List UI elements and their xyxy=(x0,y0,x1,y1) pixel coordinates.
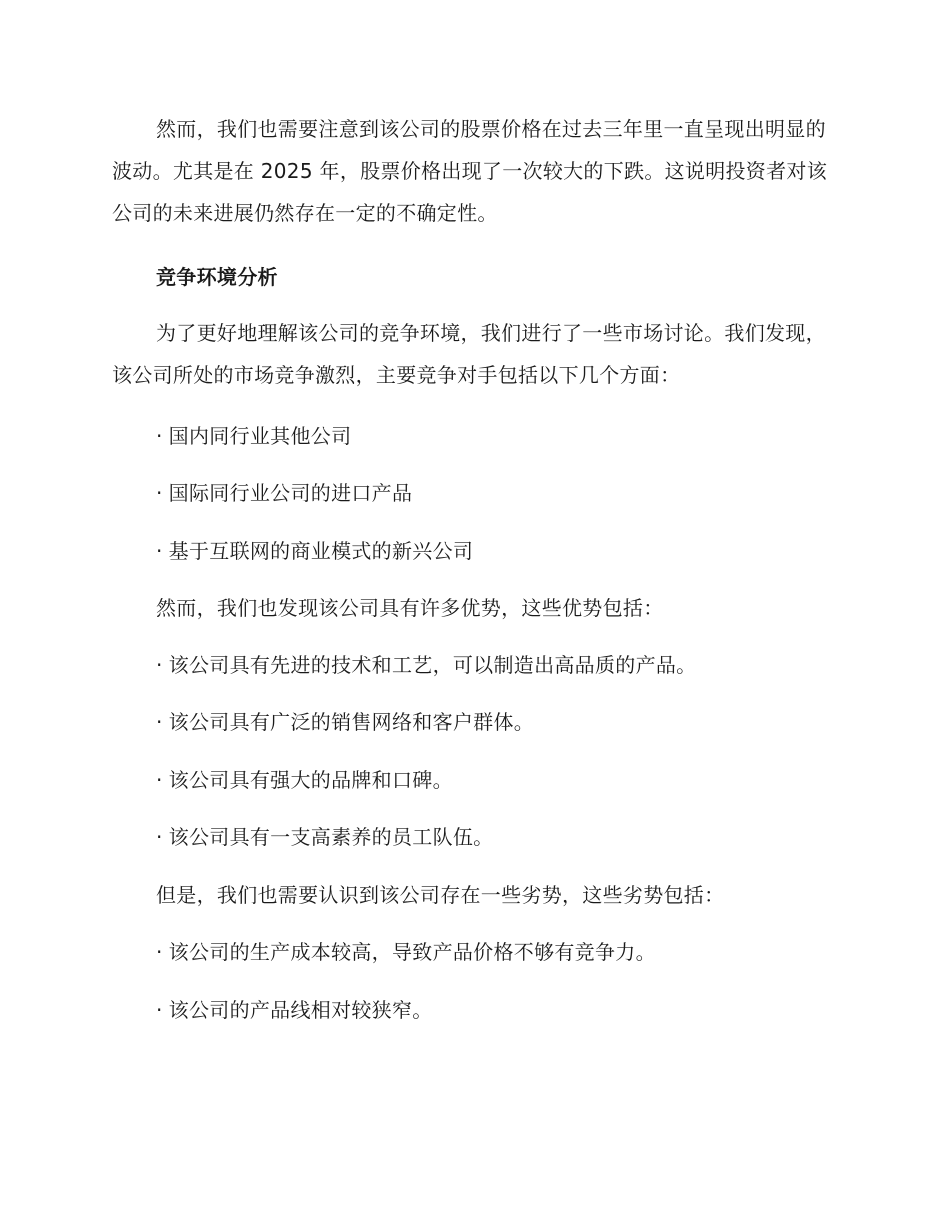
list-item-competitor: · 基于互联网的商业模式的新兴公司 xyxy=(156,536,473,566)
bullet-icon: · xyxy=(156,768,163,792)
paragraph-stock-volatility: 然而，我们也需要注意到该公司的股票价格在过去三年里一直呈现出明显的波动。尤其是在 2025 年，股票价格出现了一次较大的下跌。这说明投资者对该公司的未来进展仍然存在一定的不确定性。 xyxy=(112,117,828,225)
list-item-advantage: · 该公司具有一支高素养的员工队伍。 xyxy=(156,822,493,852)
list-item-competitor: · 国内同行业其他公司 xyxy=(156,421,351,451)
bullet-icon: · xyxy=(156,424,163,448)
list-item-disadvantage: · 该公司的产品线相对较狭窄。 xyxy=(156,995,433,1025)
section-heading-competition: 竞争环境分析 xyxy=(156,265,278,289)
paragraph-advantages-intro: 然而，我们也发现该公司具有许多优势，这些优势包括： xyxy=(156,596,664,620)
bullet-icon: · xyxy=(156,481,163,505)
list-item-advantage: · 该公司具有广泛的销售网络和客户群体。 xyxy=(156,707,534,737)
bullet-icon: · xyxy=(156,653,163,677)
bullet-icon: · xyxy=(156,940,163,964)
list-item-advantage: · 该公司具有强大的品牌和口碑。 xyxy=(156,765,453,795)
list-item-disadvantage: · 该公司的生产成本较高，导致产品价格不够有竞争力。 xyxy=(156,937,656,967)
paragraph-competition-intro: 为了更好地理解该公司的竞争环境，我们进行了一些市场讨论。我们发现，该公司所处的市场竞争激烈，主要竞争对手包括以下几个方面： xyxy=(112,321,826,387)
list-item-advantage: · 该公司具有先进的技术和工艺，可以制造出高品质的产品。 xyxy=(156,650,696,680)
bullet-icon: · xyxy=(156,539,163,563)
bullet-icon: · xyxy=(156,710,163,734)
bullet-icon: · xyxy=(156,998,163,1022)
paragraph-disadvantages-intro: 但是，我们也需要认识到该公司存在一些劣势，这些劣势包括： xyxy=(156,883,725,907)
bullet-icon: · xyxy=(156,825,163,849)
list-item-competitor: · 国际同行业公司的进口产品 xyxy=(156,478,412,508)
